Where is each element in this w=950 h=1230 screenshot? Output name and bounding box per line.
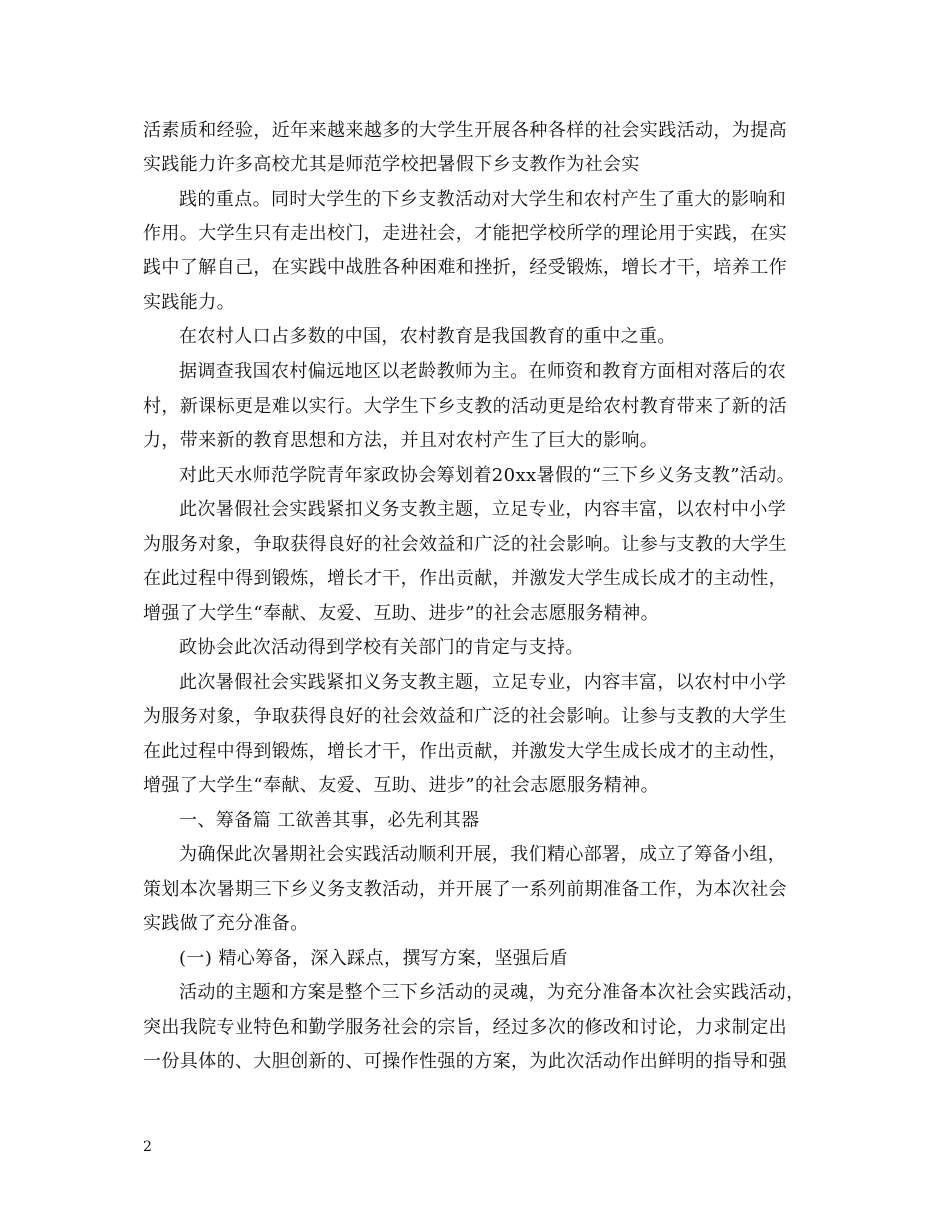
section-heading: 一、筹备篇 工欲善其事，必先利其器 [179, 810, 480, 831]
text-line: 一份具体的、大胆创新的、可操作性强的方案，为此次活动作出鲜明的指导和强 [143, 1051, 787, 1072]
text-line: 为服务对象，争取获得良好的社会效益和广泛的社会影响。让参与支教的大学生 [143, 706, 787, 727]
text-line: 对此天水师范学院青年家政协会筹划着20xx暑假的“三下乡义务支教”活动。 [179, 465, 796, 486]
text-line: 策划本次暑期三下乡义务支教活动，并开展了一系列前期准备工作，为本次社会 [143, 879, 787, 900]
text-line: 为确保此次暑期社会实践活动顺利开展，我们精心部署，成立了筹备小组， [179, 844, 787, 865]
page-number: 2 [143, 1139, 152, 1155]
text-line: 作用。大学生只有走出校门，走进社会，才能把学校所学的理论用于实践，在实 [143, 223, 787, 244]
text-line: 实践能力。 [143, 292, 235, 313]
text-line: 活动的主题和方案是整个三下乡活动的灵魂，为充分准备本次社会实践活动， [179, 982, 805, 1003]
text-line: 村，新课标更是难以实行。大学生下乡支教的活动更是给农村教育带来了新的活 [143, 396, 787, 417]
text-line: 活素质和经验，近年来越来越多的大学生开展各种各样的社会实践活动，为提高 [143, 120, 787, 141]
text-line: 增强了大学生“奉献、友爱、互助、进步”的社会志愿服务精神。 [143, 603, 660, 624]
text-line: 实践能力许多高校尤其是师范学校把暑假下乡支教作为社会实 [143, 154, 640, 175]
text-line: 在此过程中得到锻炼，增长才干，作出贡献，并激发大学生成长成才的主动性， [143, 741, 787, 762]
text-line: 据调查我国农村偏远地区以老龄教师为主。在师资和教育方面相对落后的农 [179, 361, 787, 382]
text-line: 力，带来新的教育思想和方法，并且对农村产生了巨大的影响。 [143, 430, 659, 451]
text-line: 在农村人口占多数的中国，农村教育是我国教育的重中之重。 [179, 326, 676, 347]
text-line: 增强了大学生“奉献、友爱、互助、进步”的社会志愿服务精神。 [143, 775, 660, 796]
text-line: 实践做了充分准备。 [143, 913, 309, 934]
text-line: 突出我院专业特色和勤学服务社会的宗旨，经过多次的修改和讨论，力求制定出 [143, 1017, 787, 1038]
text-line: 此次暑假社会实践紧扣义务支教主题，立足专业，内容丰富，以农村中小学 [179, 672, 787, 693]
text-line: 为服务对象，争取获得良好的社会效益和广泛的社会影响。让参与支教的大学生 [143, 534, 787, 555]
text-line: 践中了解自己，在实践中战胜各种困难和挫折，经受锻炼，增长才干，培养工作 [143, 257, 787, 278]
text-line: 在此过程中得到锻炼，增长才干，作出贡献，并激发大学生成长成才的主动性， [143, 568, 787, 589]
text-line: 践的重点。同时大学生的下乡支教活动对大学生和农村产生了重大的影响和 [179, 189, 787, 210]
text-line: 政协会此次活动得到学校有关部门的肯定与支持。 [179, 637, 584, 658]
text-line: 此次暑假社会实践紧扣义务支教主题，立足专业，内容丰富，以农村中小学 [179, 499, 787, 520]
subsection-heading: (一) 精心筹备，深入踩点，撰写方案，坚强后盾 [179, 948, 568, 969]
